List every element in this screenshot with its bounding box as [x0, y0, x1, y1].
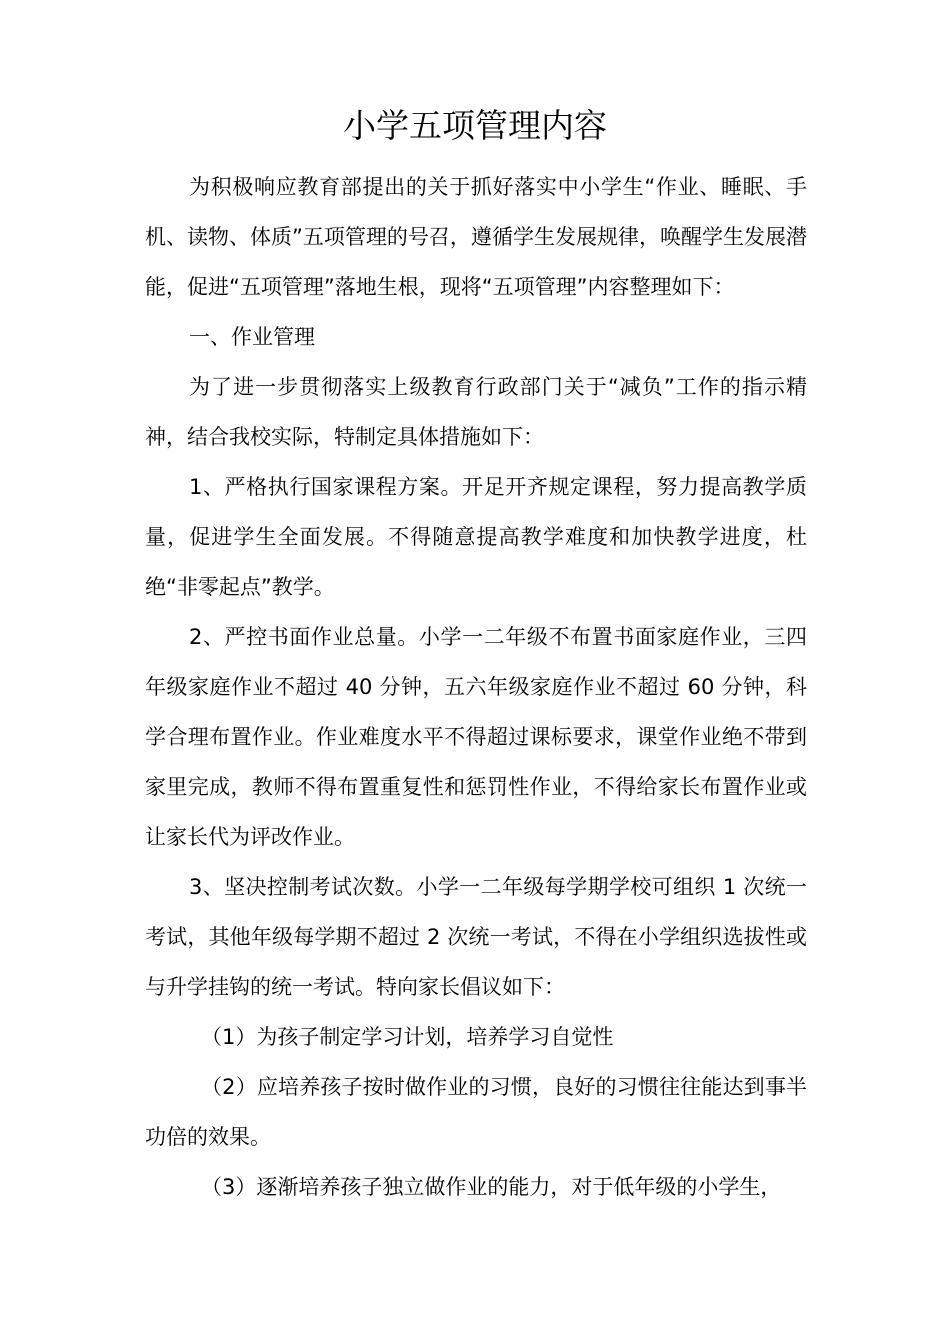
section-heading-homework: 一、作业管理 [189, 325, 315, 349]
measure-1-paragraph: 1、严格执行国家课程方案。开足开齐规定课程，努力提高教学质量，促进学生全面发展。不得随意提高教学难度和加快教学进度，杜绝“非零起点”教学。 [145, 475, 807, 599]
parent-advice-2: （2）应培养孩子按时做作业的习惯，良好的习惯往往能达到事半功倍的效果。 [145, 1075, 807, 1149]
measure-2-paragraph: 2、严控书面作业总量。小学一二年级不布置书面家庭作业，三四年级家庭作业不超过 40 分钟，五六年级家庭作业不超过 60 分钟，科学合理布置作业。作业难度水平不得超过课标要求，课堂作业绝不带到家里完成，教师不得布置重复性和惩罚性作业，不得给家长布置作业或让家长代为评改作业。 [145, 625, 807, 849]
intro-paragraph: 为积极响应教育部提出的关于抓好落实中小学生“作业、睡眠、手机、读物、体质”五项管理的号召，遵循学生发展规律，唤醒学生发展潜能，促进“五项管理”落地生根，现将“五项管理”内容整理如下： [145, 175, 807, 299]
measure-3-paragraph: 3、坚决控制考试次数。小学一二年级每学期学校可组织 1 次统一考试，其他年级每学期不超过 2 次统一考试，不得在小学组织选拔性或与升学挂钩的统一考试。特向家长倡议如下： [145, 875, 807, 999]
parent-advice-3: （3）逐渐培养孩子独立做作业的能力，对于低年级的小学生， [201, 1175, 782, 1199]
document-body [145, 162, 807, 1212]
homework-intro-paragraph: 为了进一步贯彻落实上级教育行政部门关于“减负”工作的指示精神，结合我校实际，特制定具体措施如下： [145, 375, 807, 449]
parent-advice-1: （1）为孩子制定学习计划，培养学习自觉性 [201, 1025, 614, 1049]
document-title: 小学五项管理内容 [343, 106, 607, 145]
